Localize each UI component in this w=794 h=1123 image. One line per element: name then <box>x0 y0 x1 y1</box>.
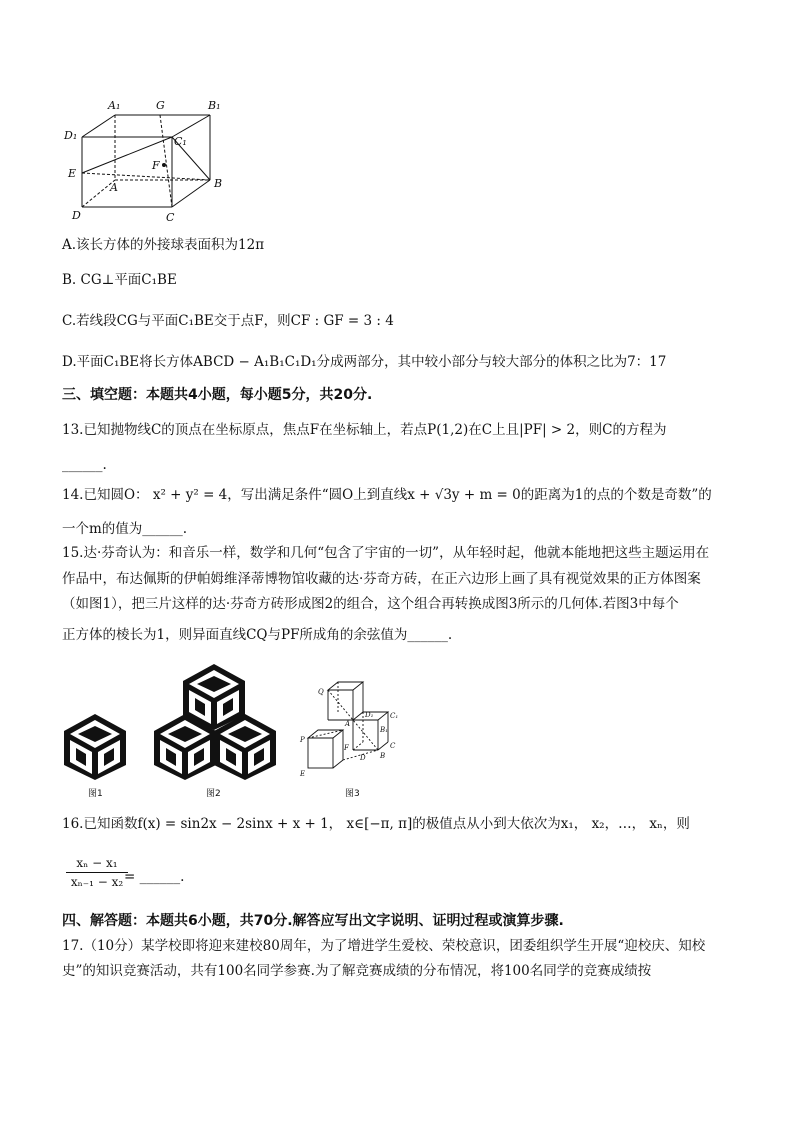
label-d1: D₁ <box>64 129 78 142</box>
label-c1: C₁ <box>174 135 187 148</box>
q16-fraction <box>66 856 128 889</box>
q16-numerator: xₙ − x₁ <box>66 856 128 873</box>
section-4-heading: 四、解答题：本题共6小题，共70分.解答应写出文字说明、证明过程或演算步骤. <box>62 913 564 929</box>
q13-line2: ______. <box>62 457 107 473</box>
q16-tail: = ______. <box>124 869 185 885</box>
fig3-label-d: D <box>360 754 366 762</box>
option-a: A.该长方体的外接球表面积为12π <box>62 237 265 253</box>
figure-1-tile <box>62 712 128 782</box>
caption-fig2: 图2 <box>206 789 221 799</box>
label-b: B <box>214 177 223 190</box>
option-b: B. CG⊥平面C₁BE <box>62 272 177 288</box>
caption-fig3: 图3 <box>345 789 360 799</box>
q15-line4: 正方体的棱长为1，则异面直线CQ与PF所成角的余弦值为______. <box>62 627 453 643</box>
q15-line2: 作品中，布达佩斯的伊帕姆维泽蒂博物馆收藏的达·芬奇方砖，在正六边形上画了具有视觉效果的正方体图案 <box>62 571 701 587</box>
section-3-heading: 三、填空题：本题共4小题，每小题5分，共20分. <box>62 387 373 403</box>
fig3-label-p: P <box>300 736 305 744</box>
fig3-label-c: C <box>390 742 396 750</box>
q16-denominator: xₙ₋₁ − x₂ <box>70 875 124 889</box>
q16-line1: 16.已知函数f(x) = sin2x − 2sinx + x + 1， x∈[−π, π]的极值点从小到大依次为x₁， x₂，…， xₙ，则 <box>62 816 690 832</box>
caption-fig1: 图1 <box>88 789 103 799</box>
q14-line1: 14.已知圆O： x² + y² = 4，写出满足条件“圆O上到直线x + √3y + m = 0的距离为1的点的个数是奇数”的 <box>62 487 712 503</box>
figure-2-tiles <box>152 662 278 786</box>
label-f: F <box>152 159 160 172</box>
figure-3-solid <box>298 680 418 784</box>
label-e: E <box>68 167 77 180</box>
option-d: D.平面C₁BE将长方体ABCD − A₁B₁C₁D₁分成两部分，其中较小部分与较大部分的体积之比为7：17 <box>62 354 667 370</box>
q17-line2: 史”的知识竞赛活动，共有100名同学参赛.为了解竞赛成绩的分布情况，将100名同学的竞赛成绩按 <box>62 963 652 979</box>
fig3-label-d1: D₁ <box>365 711 374 719</box>
fig3-label-f: F <box>344 744 349 752</box>
fig3-label-b: B <box>380 752 386 760</box>
fig3-label-e: E <box>300 770 306 778</box>
box-figure <box>60 95 240 230</box>
fig3-label-b1: B₁ <box>380 726 388 734</box>
label-c: C <box>166 211 175 224</box>
fig3-label-q: Q <box>318 688 324 696</box>
option-c: C.若线段CG与平面C₁BE交于点F，则CF : GF = 3 : 4 <box>62 313 394 329</box>
q15-line1: 15.达·芬奇认为：和音乐一样，数学和几何“包含了宇宙的一切”，从年轻时起，他就本能地把这些主题运用在 <box>62 545 710 561</box>
q17-line1: 17.（10分）某学校即将迎来建校80周年，为了增进学生爱校、荣校意识，团委组织学生开展“迎校庆、知校 <box>62 938 706 954</box>
label-a1: A₁ <box>108 99 121 112</box>
label-d: D <box>72 209 81 222</box>
q13-line1: 13.已知抛物线C的顶点在坐标原点，焦点F在坐标轴上，若点P(1,2)在C上且|PF| > 2，则C的方程为 <box>62 422 667 438</box>
q14-line2: 一个m的值为______. <box>62 521 188 537</box>
label-g: G <box>156 99 165 112</box>
fig3-label-a: A <box>345 720 351 728</box>
q15-line3: （如图1），把三片这样的达·芬奇方砖形成图2的组合，这个组合再转换成图3所示的几何体.若图3中每个 <box>62 596 679 612</box>
fig3-label-c1: C₁ <box>390 712 399 720</box>
label-b1: B₁ <box>208 99 221 112</box>
label-a: A <box>110 181 118 194</box>
